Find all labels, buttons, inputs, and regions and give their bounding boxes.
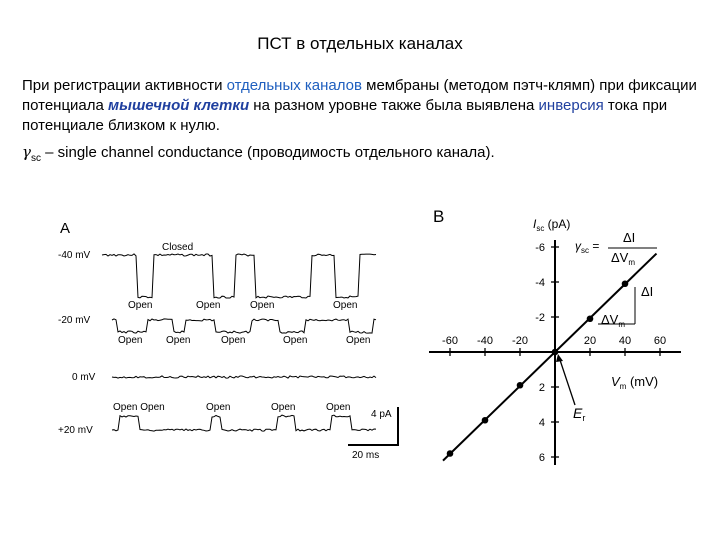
gamma-formula-left: $\gamma_{sc}$ = <box>575 239 600 255</box>
open-state-label: Open <box>283 335 308 346</box>
gamma-formula-numerator: ΔI <box>623 230 636 245</box>
intro-paragraph <box>22 76 702 136</box>
x-tick-label: 60 <box>653 335 667 347</box>
panel-b-iv-plot <box>425 200 705 475</box>
x-tick-label: -40 <box>477 335 493 347</box>
open-state-label: Open <box>221 335 246 346</box>
current-trace <box>102 254 376 298</box>
gamma-formula-denominator: $\Delta V_m$ <box>611 250 636 267</box>
voltage-label: -40 mV <box>58 250 91 261</box>
er-arrowhead <box>556 354 563 362</box>
open-state-label: Open <box>346 335 371 346</box>
data-point <box>517 382 524 389</box>
intro-highlight-channels: отдельных каналов <box>226 77 362 94</box>
intro-text-4: тока при потенциале близком к нулю. <box>22 97 668 134</box>
er-arrow <box>560 360 575 405</box>
er-label: $E_r$ <box>573 405 586 423</box>
panel-b-label: B <box>433 207 445 226</box>
panel-a-recordings <box>50 215 410 465</box>
current-trace <box>112 415 376 431</box>
open-state-label: Open <box>196 300 221 311</box>
x-tick-label: 40 <box>618 335 632 347</box>
scale-time-label: 20 ms <box>352 450 380 461</box>
data-point <box>447 450 454 457</box>
x-tick-label: -60 <box>442 335 458 347</box>
voltage-label: +20 mV <box>58 425 93 436</box>
closed-label: Closed <box>162 242 194 253</box>
open-state-label: Open <box>271 402 296 413</box>
intro-highlight-muscle-cell: мышечной клетки <box>108 97 250 114</box>
voltage-label: -20 mV <box>58 315 91 326</box>
current-trace <box>112 376 376 378</box>
delta-v-label: $\Delta V_m$ <box>601 312 626 329</box>
intro-text-3: на разном уровне также была выявлена <box>249 97 539 114</box>
open-state-label: Open <box>166 335 191 346</box>
open-state-label: Open <box>250 300 275 311</box>
x-axis-label: $V_m$ (mV) <box>611 374 659 391</box>
y-tick-label: 6 <box>538 452 545 464</box>
data-point <box>587 315 594 322</box>
panel-a-label: A <box>60 220 71 237</box>
data-point <box>622 280 629 287</box>
gamma-symbol: γ <box>22 143 31 161</box>
y-tick-label: 2 <box>538 382 545 394</box>
open-state-label: Open <box>128 300 153 311</box>
open-state-label: Open Open <box>113 402 165 413</box>
open-state-label: Open <box>118 335 143 346</box>
y-tick-label: -6 <box>535 242 545 254</box>
voltage-label: 0 mV <box>72 372 96 383</box>
gamma-definition <box>22 142 702 169</box>
y-tick-label: 4 <box>538 417 545 429</box>
x-tick-label: -20 <box>512 335 528 347</box>
data-point <box>552 349 559 356</box>
intro-text-2: мембраны (методом пэтч-клямп) при фиксации потенциала <box>22 77 697 114</box>
open-state-label: Open <box>206 402 231 413</box>
intro-highlight-inversion: инверсия <box>538 97 604 114</box>
data-point <box>482 417 489 424</box>
open-state-label: Open <box>333 300 358 311</box>
y-tick-label: -2 <box>535 312 545 324</box>
current-trace <box>112 319 376 333</box>
delta-i-label: ΔI <box>641 284 654 299</box>
x-tick-label: 20 <box>583 335 597 347</box>
gamma-text: – single channel conductance (проводимость отдельного канала). <box>40 144 495 161</box>
intro-text-1: При регистрации активности <box>22 77 227 94</box>
slide-title: ПСТ в отдельных каналах <box>257 34 463 53</box>
scale-current-label: 4 pA <box>371 409 392 420</box>
open-state-label: Open <box>326 402 351 413</box>
y-tick-label: -4 <box>535 277 545 289</box>
gamma-subscript: sc <box>30 153 41 164</box>
y-axis-label: $I_{sc}$ (pA) <box>533 217 571 233</box>
